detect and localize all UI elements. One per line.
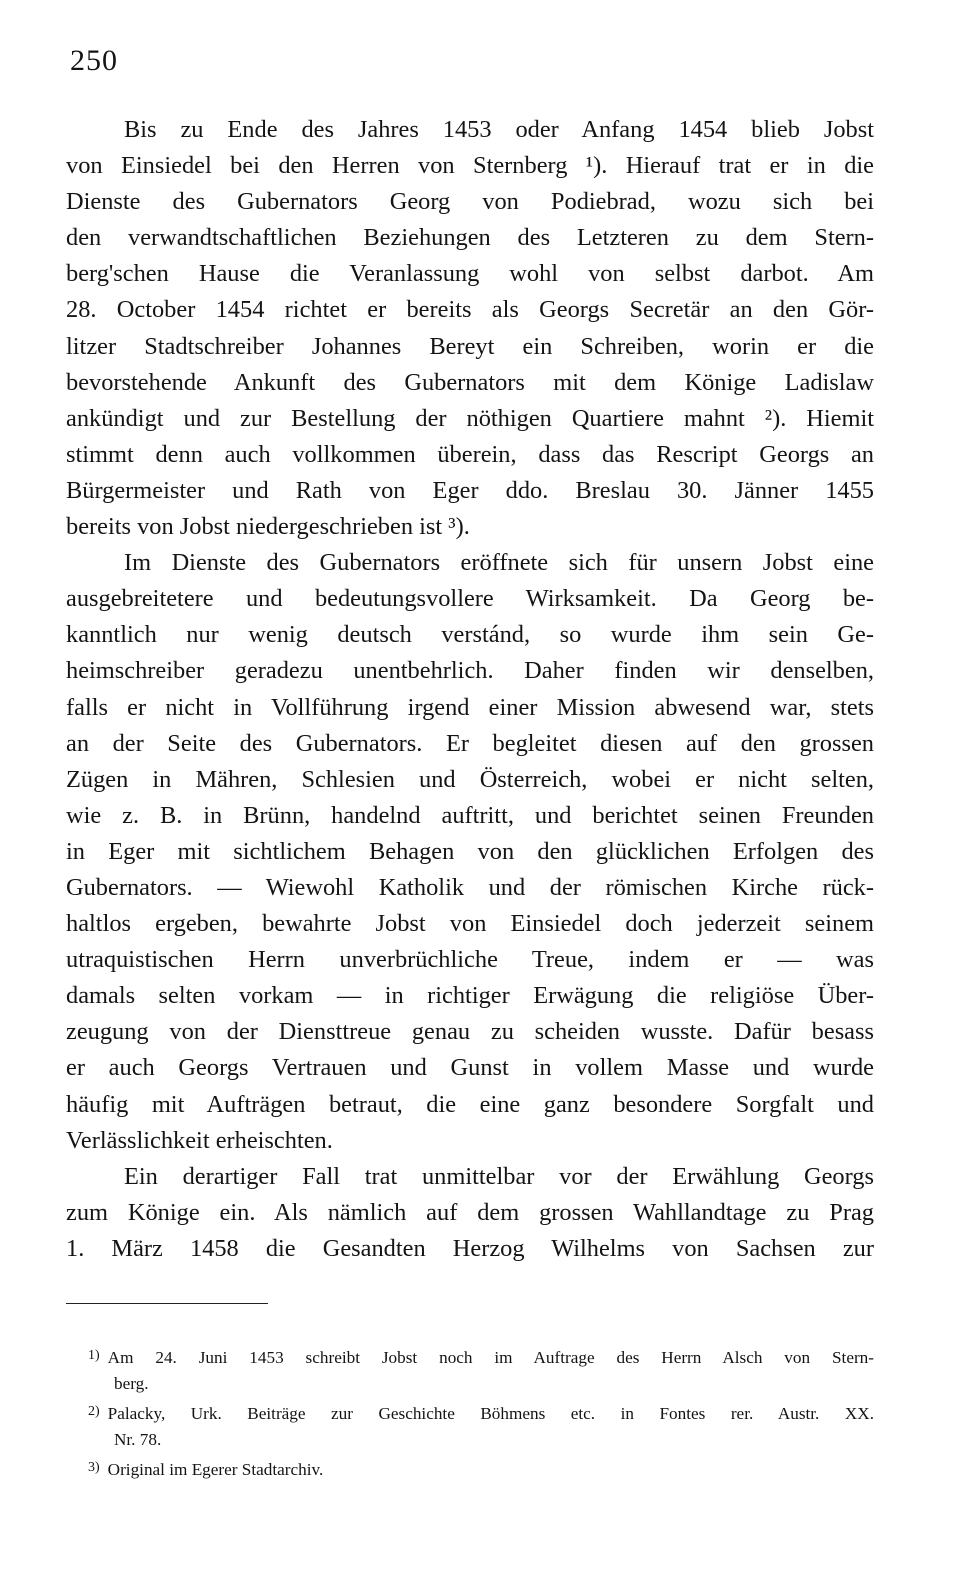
footnote-2	[88, 1398, 874, 1454]
text-line: stimmt denn auch vollkommen überein, dass das Rescript Georgs an	[66, 440, 874, 468]
footnotes	[88, 1342, 874, 1482]
text-line: ankündigt und zur Bestellung der nöthigen Quartiere mahnt ²). Hiemit	[66, 404, 874, 432]
text-line: bevorstehende Ankunft des Gubernators mit dem Könige Ladislaw	[66, 368, 874, 396]
footnote-marker: 1)	[88, 1348, 100, 1363]
text-line: ausgebreitetere und bedeutungsvollere Wirksamkeit. Da Georg be-	[66, 585, 874, 613]
paragraph-1	[66, 112, 874, 545]
text-line: Bis zu Ende des Jahres 1453 oder Anfang 1454 blieb Jobst	[124, 116, 874, 143]
footnote-text: berg.	[114, 1374, 149, 1393]
paragraph-2	[66, 545, 874, 1159]
text-line: Gubernators. — Wiewohl Katholik und der römischen Kirche rück-	[66, 873, 874, 901]
text-line: bereits von Jobst niedergeschrieben ist ³).	[66, 513, 470, 541]
text-line: zeugung von der Diensttreue genau zu scheiden wusste. Dafür besass	[66, 1018, 874, 1046]
text-line: Im Dienste des Gubernators eröffnete sich für unsern Jobst eine	[124, 549, 874, 577]
footnote-text: Palacky, Urk. Beiträge zur Geschichte Böhmens etc. in Fontes rer. Austr. XX.	[107, 1404, 874, 1423]
text-line: Verlässlichkeit erheischten.	[66, 1126, 333, 1154]
footnote-divider	[66, 1303, 268, 1304]
footnote-text: Am 24. Juni 1453 schreibt Jobst noch im Auftrage des Herrn Alsch von Stern-	[107, 1348, 874, 1367]
text-line: berg'schen Hause die Veranlassung wohl von selbst darbot. Am	[66, 260, 874, 288]
text-line: falls er nicht in Vollführung irgend einer Mission abwesend war, stets	[66, 693, 874, 721]
text-line: Bürgermeister und Rath von Eger ddo. Breslau 30. Jänner 1455	[66, 476, 874, 504]
text-line: heimschreiber geradezu unentbehrlich. Daher finden wir denselben,	[66, 657, 874, 685]
text-line: den verwandtschaftlichen Beziehungen des Letzteren zu dem Stern-	[66, 224, 874, 252]
text-line: Ein derartiger Fall trat unmittelbar vor der Erwählung Georgs	[124, 1162, 874, 1190]
footnote-text: Original im Egerer Stadtarchiv.	[107, 1460, 324, 1479]
paragraph-3	[66, 1159, 874, 1267]
text-line: haltlos ergeben, bewahrte Jobst von Einsiedel doch jederzeit seinem	[66, 910, 874, 938]
body-text	[66, 112, 874, 1267]
text-line: litzer Stadtschreiber Johannes Bereyt ein Schreiben, worin er die	[66, 332, 874, 360]
text-line: kanntlich nur wenig deutsch verstánd, so wurde ihm sein Ge-	[66, 621, 874, 649]
text-line: 28. October 1454 richtet er bereits als Georgs Secretär an den Gör-	[66, 296, 874, 324]
page-number: 250	[70, 44, 118, 77]
text-line: Zügen in Mähren, Schlesien und Österreich, wobei er nicht selten,	[66, 765, 874, 793]
text-line: utraquistischen Herrn unverbrüchliche Treue, indem er — was	[66, 946, 874, 974]
footnote-marker: 2)	[88, 1404, 100, 1419]
text-line: Dienste des Gubernators Georg von Podiebrad, wozu sich bei	[66, 188, 874, 216]
text-line: in Eger mit sichtlichem Behagen von den glücklichen Erfolgen des	[66, 837, 874, 865]
text-line: zum Könige ein. Als nämlich auf dem grossen Wahllandtage zu Prag	[66, 1198, 874, 1226]
text-line: von Einsiedel bei den Herren von Sternberg ¹). Hierauf trat er in die	[66, 152, 874, 180]
text-line: er auch Georgs Vertrauen und Gunst in vollem Masse und wurde	[66, 1054, 874, 1082]
footnote-1	[88, 1342, 874, 1398]
footnote-3	[88, 1454, 874, 1482]
text-line: damals selten vorkam — in richtiger Erwägung die religiöse Über-	[66, 982, 874, 1010]
text-line: an der Seite des Gubernators. Er begleitet diesen auf den grossen	[66, 729, 874, 757]
text-line: häufig mit Aufträgen betraut, die eine ganz besondere Sorgfalt und	[66, 1090, 874, 1118]
footnote-text: Nr. 78.	[114, 1430, 162, 1449]
text-line: wie z. B. in Brünn, handelnd auftritt, und berichtet seinen Freunden	[66, 801, 874, 829]
footnote-marker: 3)	[88, 1460, 100, 1475]
text-line: 1. März 1458 die Gesandten Herzog Wilhelms von Sachsen zur	[66, 1234, 874, 1262]
